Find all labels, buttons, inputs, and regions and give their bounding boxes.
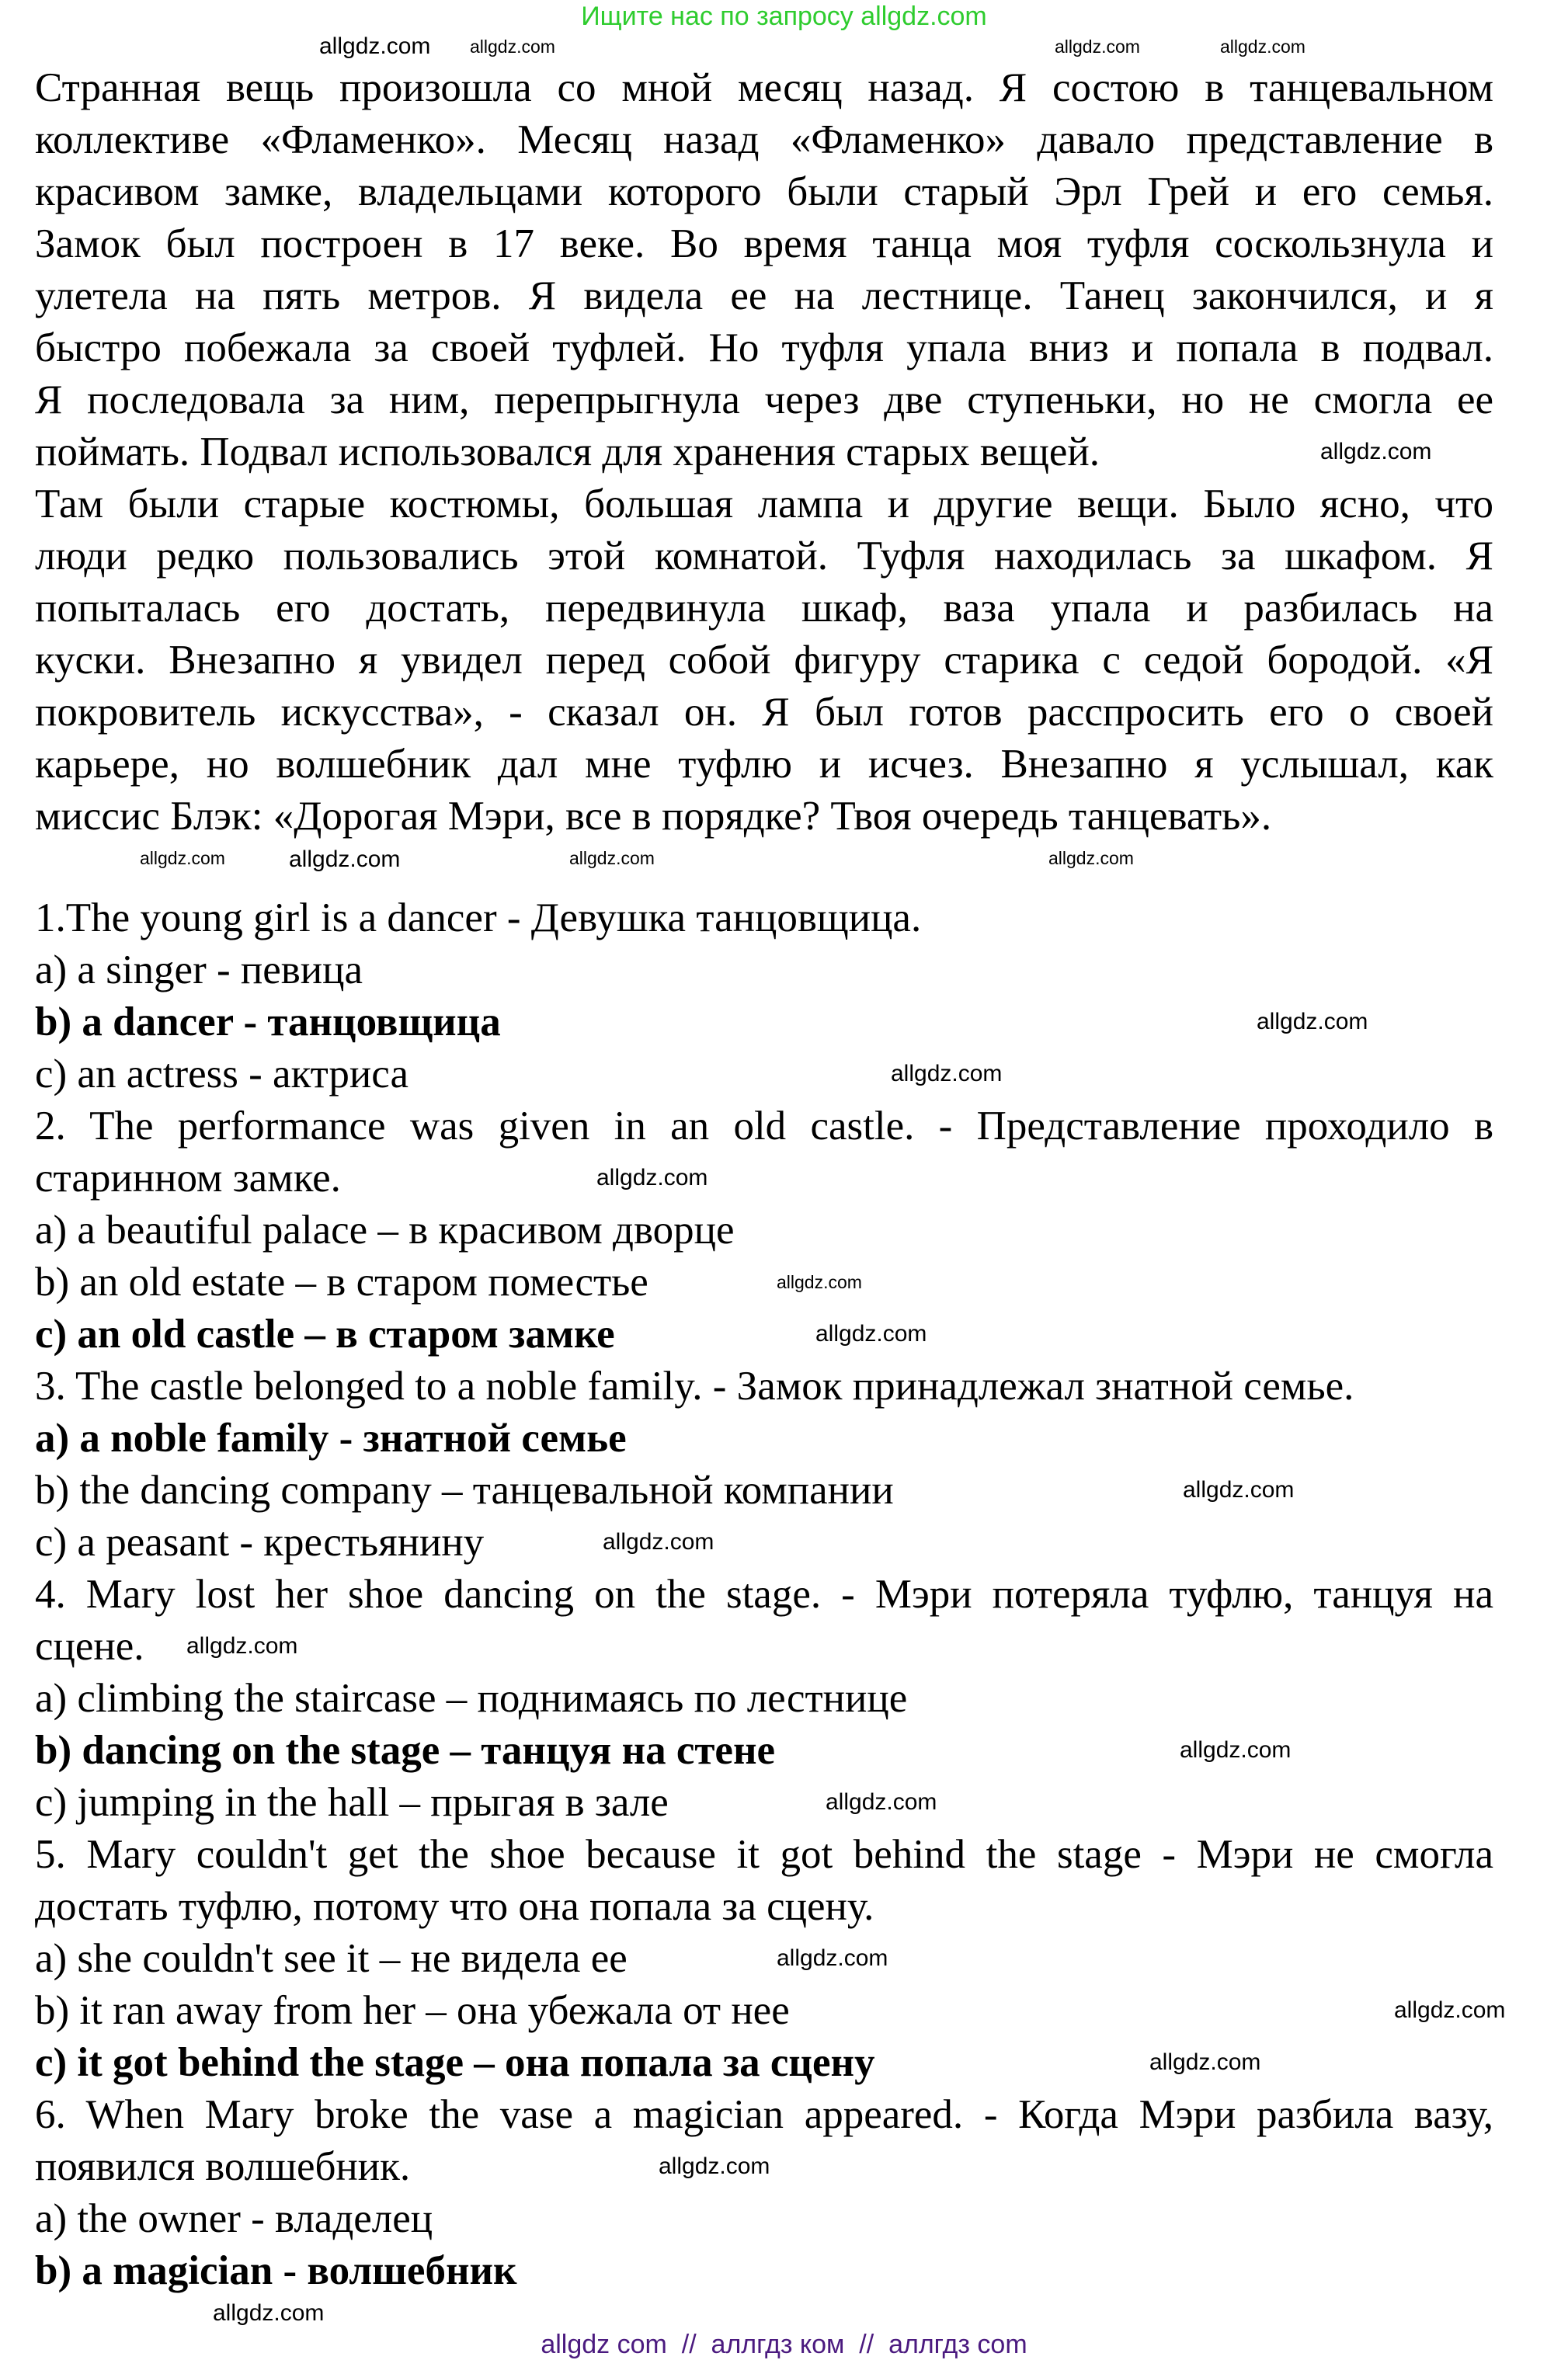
watermark: allgdz.com xyxy=(319,33,431,59)
correct-answer-line: c) an old castle – в старом замке xyxy=(35,1312,615,1357)
story-line: быстро побежала за своей туфлей. Но туфля упала вниз и попала в подвал. xyxy=(35,325,1493,370)
story-line: Я последовала за ним, перепрыгнула через две ступеньки, но не смогла ее xyxy=(35,377,1493,422)
watermark: allgdz.com xyxy=(891,1061,1003,1086)
watermark: allgdz.com xyxy=(1180,1737,1292,1763)
answer-line: a) a beautiful palace – в красивом дворце xyxy=(35,1208,735,1253)
story-line: карьере, но волшебник дал мне туфлю и исчез. Внезапно я услышал, как xyxy=(35,742,1493,787)
watermark: allgdz.com xyxy=(289,846,401,872)
correct-answer-line: a) a noble family - знатной семье xyxy=(35,1416,627,1461)
correct-answer-line: c) it got behind the stage – она попала за сцену xyxy=(35,2040,875,2085)
story-text xyxy=(35,62,1493,843)
answer-line: a) a singer - певица xyxy=(35,947,363,992)
watermark: allgdz.com xyxy=(1183,1477,1295,1503)
story-line: поймать. Подвал использовался для хранения старых вещей. xyxy=(35,429,1100,474)
answer-line: появился волшебник. xyxy=(35,2144,411,2189)
answer-line: c) an actress - актриса xyxy=(35,1051,409,1097)
watermark: allgdz.com xyxy=(569,848,655,868)
watermark: allgdz.com xyxy=(826,1789,937,1815)
watermark: allgdz.com xyxy=(1048,848,1134,868)
watermark: allgdz.com xyxy=(1055,36,1140,57)
watermark: allgdz.com xyxy=(213,2300,325,2326)
answer-line: c) a peasant - крестьянину xyxy=(35,1520,485,1565)
answer-line: 5. Mary couldn't get the shoe because it got behind the stage - Мэри не смогла xyxy=(35,1832,1493,1877)
answer-line: 4. Mary lost her shoe dancing on the stage. - Мэри потеряла туфлю, танцуя на xyxy=(35,1572,1493,1617)
story-line: Странная вещь произошла со мной месяц назад. Я состою в танцевальном xyxy=(35,65,1493,110)
story-line: покровитель искусства», - сказал он. Я был готов расспросить его о своей xyxy=(35,690,1493,735)
watermark: allgdz.com xyxy=(777,1272,862,1292)
answer-line: a) climbing the staircase – поднимаясь по лестнице xyxy=(35,1676,908,1721)
watermark: allgdz.com xyxy=(1149,2049,1261,2075)
story-line: улетела на пять метров. Я видела ее на лестнице. Танец закончился, и я xyxy=(35,273,1493,318)
answer-line: старинном замке. xyxy=(35,1156,341,1201)
answer-line: a) the owner - владелец xyxy=(35,2196,433,2241)
answer-line: b) it ran away from her – она убежала от нее xyxy=(35,1988,790,2033)
answer-line: 1.The young girl is a dancer - Девушка танцовщица. xyxy=(35,895,922,940)
watermark: allgdz.com xyxy=(777,1945,888,1971)
answer-line: b) the dancing company – танцевальной компании xyxy=(35,1468,894,1513)
watermark: allgdz.com xyxy=(1394,1997,1506,2023)
search-hint-banner: Ищите нас по запросу allgdz.com xyxy=(581,2,987,31)
watermark: allgdz.com xyxy=(659,2153,770,2179)
watermark: allgdz.com xyxy=(186,1633,298,1659)
correct-answer-line: b) a magician - волшебник xyxy=(35,2248,517,2293)
story-line: попыталась его достать, передвинула шкаф, ваза упала и разбилась на xyxy=(35,586,1493,631)
answer-line: c) jumping in the hall – прыгая в зале xyxy=(35,1780,669,1825)
story-line: коллективе «Фламенко». Месяц назад «Фламенко» давало представление в xyxy=(35,117,1493,162)
watermark: allgdz.com xyxy=(596,1165,708,1190)
watermark: allgdz.com xyxy=(603,1529,714,1555)
story-line: куски. Внезапно я увидел перед собой фигуру старика с седой бородой. «Я xyxy=(35,638,1493,683)
story-line: красивом замке, владельцами которого были старый Эрл Грей и его семья. xyxy=(35,169,1493,214)
answer-line: 6. When Mary broke the vase a magician appeared. - Когда Мэри разбила вазу, xyxy=(35,2092,1493,2137)
answers-list xyxy=(35,892,1493,2297)
footer-links: allgdz com // аллгдз ком // аллгдз com xyxy=(541,2330,1027,2359)
answer-line: сцене. xyxy=(35,1624,144,1669)
watermark: allgdz.com xyxy=(1257,1009,1368,1034)
correct-answer-line: b) dancing on the stage – танцуя на стене xyxy=(35,1728,776,1773)
answer-line: a) she couldn't see it – не видела ее xyxy=(35,1936,628,1981)
answer-line: достать туфлю, потому что она попала за сцену. xyxy=(35,1884,874,1929)
answer-line: b) an old estate – в старом поместье xyxy=(35,1260,648,1305)
correct-answer-line: b) a dancer - танцовщица xyxy=(35,999,501,1044)
answer-line: 2. The performance was given in an old castle. - Представление проходило в xyxy=(35,1104,1493,1149)
watermark: allgdz.com xyxy=(1220,36,1306,57)
watermark: allgdz.com xyxy=(140,848,225,868)
watermark: allgdz.com xyxy=(470,36,555,57)
story-line: Замок был построен в 17 веке. Во время танца моя туфля соскользнула и xyxy=(35,221,1493,266)
story-line: миссис Блэк: «Дорогая Мэри, все в порядке? Твоя очередь танцевать». xyxy=(35,794,1272,839)
answer-line: 3. The castle belonged to a noble family. - Замок принадлежал знатной семье. xyxy=(35,1364,1354,1409)
watermark: allgdz.com xyxy=(815,1321,927,1347)
story-line: Там были старые костюмы, большая лампа и другие вещи. Было ясно, что xyxy=(35,481,1493,527)
story-line: люди редко пользовались этой комнатой. Туфля находилась за шкафом. Я xyxy=(35,534,1493,579)
watermark: allgdz.com xyxy=(1320,439,1432,464)
